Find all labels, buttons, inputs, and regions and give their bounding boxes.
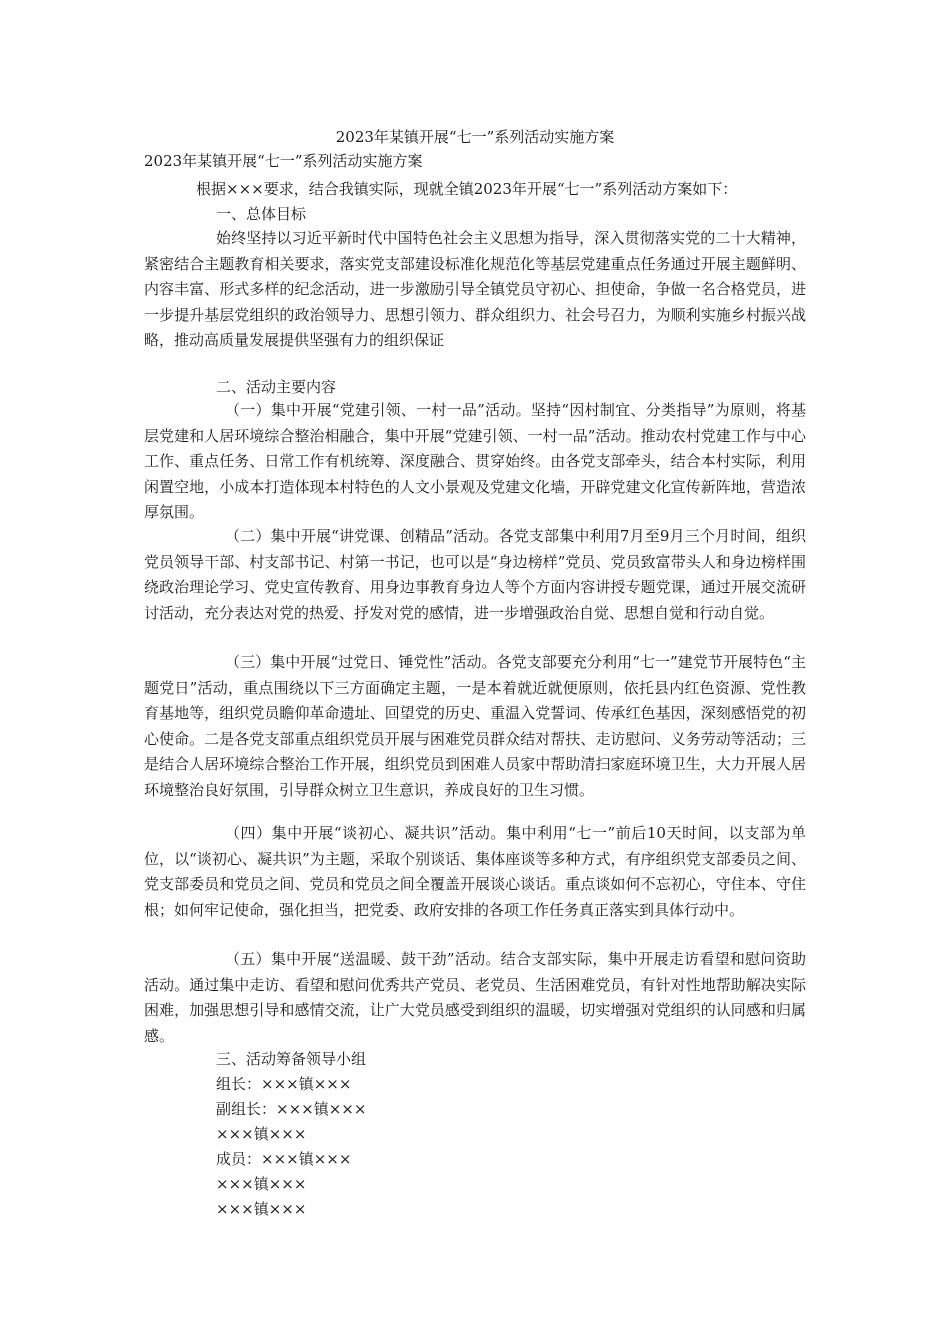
group-deputy-leader-2: ×××镇××× (216, 1125, 307, 1143)
activity-item-5: （五）集中开展“送温暖、鼓干劲”活动。结合支部实际，集中开展走访看望和慰问资助活动。通过集中走访、看望和慰问优秀共产党员、老党员、生活困难党员，有针对性地帮助解决实际困难，加强思想引导和感情交流，让广大党员感受到组织的温暖，切实增强对党组织的认同感和归属感。 (144, 950, 806, 1045)
activity-item-3: （三）集中开展“过党日、锤党性”活动。各党支部要充分利用“七一”建党节开展特色“主题党日”活动，重点围绕以下三方面确定主题，一是本着就近就便原则，依托县内红色资源、党性教育基地等，组织党员瞻仰革命遗址、回望党的历史、重温入党誓词、传承红色基因，深刻感悟党的初心使命。二是各党支部重点组织党员开展与困难党员群众结对帮扶、走访慰问、义务劳动等活动；三是结合人居环境综合整治工作开展，组织党员到困难人员家中帮助清扫家庭环境卫生，大力开展人居环境整治良好氛围，引导群众树立卫生意识，养成良好的卫生习惯。 (144, 653, 806, 799)
intro-paragraph: 根据×××要求，结合我镇实际，现就全镇2023年开展“七一”系列活动方案如下： (196, 180, 738, 198)
document-subtitle: 2023年某镇开展“七一”系列活动实施方案 (144, 152, 423, 170)
group-members: 成员：×××镇××× (216, 1150, 352, 1168)
section-1-heading: 一、总体目标 (216, 205, 307, 223)
document-title: 2023年某镇开展“七一”系列活动实施方案 (335, 128, 615, 146)
section-2-heading: 二、活动主要内容 (216, 378, 337, 396)
group-member-2: ×××镇××× (216, 1175, 307, 1193)
activity-item-2: （二）集中开展“讲党课、创精品”活动。各党支部集中利用7月至9月三个月时间，组织党员领导干部、村支部书记、村第一书记，也可以是“身边榜样”党员、党员致富带头人和身边榜样围绕政治理论学习、党史宣传教育、用身边事教育身边人等个方面内容讲授专题党课，通过开展交流研讨活动，充分表达对党的热爱、抒发对党的感情，进一步增强政治自觉、思想自觉和行动自觉。 (144, 527, 806, 622)
activity-item-4: （四）集中开展“谈初心、凝共识”活动。集中利用“七一”前后10天时间，以支部为单位，以“谈初心、凝共识”为主题，采取个别谈话、集体座谈等多种方式，有序组织党支部委员之间、党支部委员和党员之间、党员和党员之间全覆盖开展谈心谈话。重点谈如何不忘初心，守住本、守住根；如何牢记使命，强化担当，把党委、政府安排的各项工作任务真正落实到具体行动中。 (144, 824, 806, 919)
group-deputy-leader: 副组长：×××镇××× (216, 1100, 367, 1118)
group-leader: 组长：×××镇××× (216, 1075, 352, 1093)
section-1-body: 始终坚持以习近平新时代中国特色社会主义思想为指导，深入贯彻落实党的二十大精神，紧密结合主题教育相关要求，落实党支部建设标准化规范化等基层党建重点任务通过开展主题鲜明、内容丰富、形式多样的纪念活动，进一步激励引导全镇党员守初心、担使命，争做一名合格党员，进一步提升基层党组织的政治领导力、思想引领力、群众组织力、社会号召力，为顺利实施乡村振兴战略，推动高质量发展提供坚强有力的组织保证 (144, 229, 806, 349)
activity-item-1: （一）集中开展“党建引领、一村一品”活动。坚持“因村制宜、分类指导”为原则，将基层党建和人居环境综合整治相融合，集中开展“党建引领、一村一品”活动。推动农村党建工作与中心工作、重点任务、日常工作有机统筹、深度融合、贯穿始终。由各党支部牵头，结合本村实际，利用闲置空地，小成本打造体现本村特色的人文小景观及党建文化墙，开辟党建文化宣传新阵地，营造浓厚氛围。 (144, 401, 806, 521)
group-member-3: ×××镇××× (216, 1200, 307, 1218)
section-3-heading: 三、活动筹备领导小组 (216, 1050, 367, 1068)
